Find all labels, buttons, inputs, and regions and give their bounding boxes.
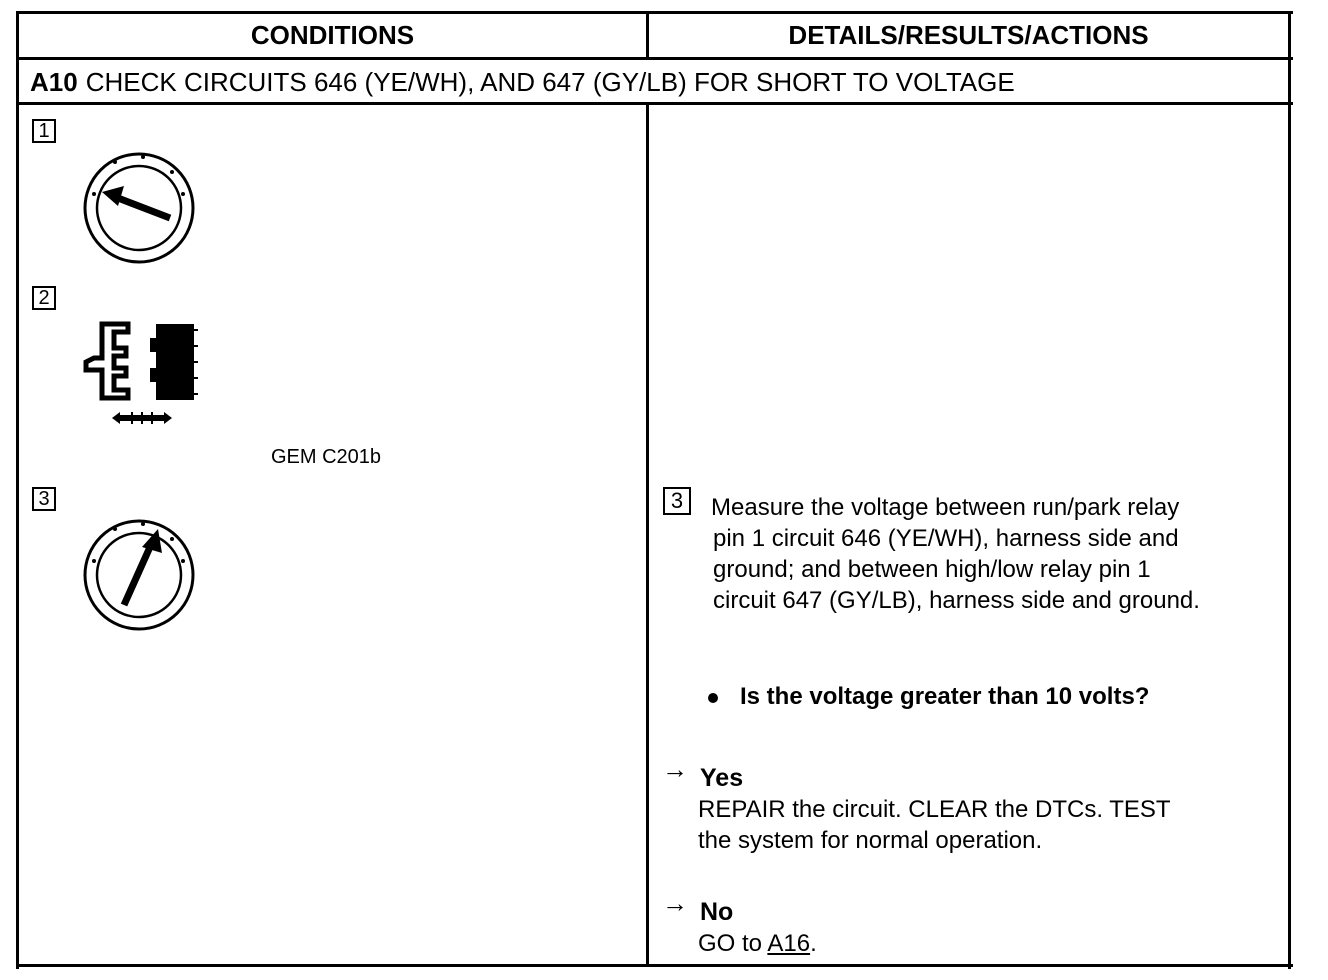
table-border-right (1288, 11, 1291, 969)
measure-line-2: pin 1 circuit 646 (YE/WH), harness side and (713, 525, 1179, 552)
step-3-number: 3 (32, 487, 56, 511)
measure-instruction (711, 492, 1200, 616)
column-divider-body (646, 102, 649, 966)
no-action-suffix: . (810, 930, 817, 957)
table-border-bottom (16, 964, 1293, 967)
details-header: DETAILS/RESULTS/ACTIONS (788, 19, 1149, 50)
yes-action (698, 794, 1171, 856)
no-arrow-icon: → (662, 888, 688, 918)
connector-disconnect-icon (80, 318, 200, 430)
step-1-number: 1 (32, 119, 56, 143)
step-2-number: 2 (32, 286, 56, 310)
step-title-row (30, 60, 1015, 104)
connector-caption: GEM C201b (271, 446, 382, 468)
step-id: A10 (30, 66, 78, 97)
measure-line-1: Measure the voltage between run/park relay (711, 494, 1180, 521)
yes-arrow-icon: → (662, 754, 688, 784)
details-step-3-number: 3 (663, 487, 691, 515)
no-action-prefix: GO to (698, 930, 768, 957)
table-border-left (16, 11, 19, 969)
step-title: CHECK CIRCUITS 646 (YE/WH), AND 647 (GY/LB) FOR SHORT TO VOLTAGE (85, 66, 1015, 97)
yes-action-line-2: the system for normal operation. (698, 827, 1043, 854)
measure-line-3: ground; and between high/low relay pin 1 (713, 556, 1151, 583)
yes-action-line-1: REPAIR the circuit. CLEAR the DTCs. TEST (698, 796, 1171, 823)
measure-line-4: circuit 647 (GY/LB), harness side and ground. (713, 587, 1200, 614)
no-label: No (700, 898, 734, 926)
goto-a16-link[interactable]: A16 (767, 930, 811, 957)
yes-label: Yes (700, 764, 744, 792)
conditions-header: CONDITIONS (250, 19, 415, 50)
question-text: Is the voltage greater than 10 volts? (740, 683, 1150, 710)
ignition-key-on-icon (80, 517, 200, 637)
question-bullet (708, 693, 718, 703)
ignition-key-off-icon (80, 150, 200, 270)
no-action (698, 928, 817, 959)
